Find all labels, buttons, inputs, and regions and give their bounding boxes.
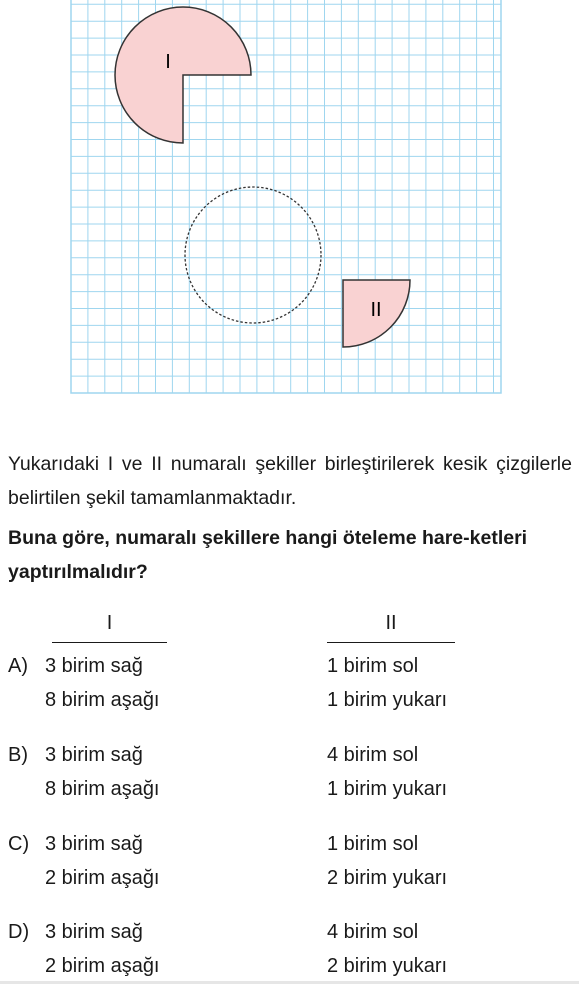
option-letter[interactable]: C): [8, 833, 30, 855]
option-i-line2: 8 birim aşağı: [45, 689, 160, 711]
question-text: Yukarıdaki I ve II numaralı şekiller birleştirilerek kesik çizgilerle belirtilen şekil tamamlanmaktadır.: [8, 453, 572, 509]
column-header-i-underline: [52, 642, 167, 643]
column-header-i-label: I: [106, 612, 113, 634]
option-ii-line1: 4 birim sol: [327, 921, 419, 943]
option-letter[interactable]: B): [8, 744, 28, 766]
column-header-ii-label: II: [385, 612, 397, 634]
option-i-line1: 3 birim sağ: [45, 833, 143, 855]
option-i-line1: 3 birim sağ: [45, 655, 143, 677]
option-letter[interactable]: D): [8, 921, 30, 943]
option-ii-line1: 4 birim sol: [327, 744, 419, 766]
option-i-line2: 8 birim aşağı: [45, 778, 160, 800]
option-ii-line2: 1 birim yukarı: [327, 778, 448, 800]
column-header-ii: [327, 612, 455, 635]
option-i-line1: 3 birim sağ: [45, 921, 143, 943]
option-ii-line1: 1 birim sol: [327, 655, 419, 677]
grid-figure: [0, 0, 579, 400]
shape-i-label: I: [165, 51, 171, 73]
option-ii-line2: 1 birim yukarı: [327, 689, 448, 711]
grid-svg: [0, 0, 579, 400]
column-header-i: [52, 612, 167, 635]
option-letter[interactable]: A): [8, 655, 28, 677]
option-i-line2: 2 birim aşağı: [45, 955, 160, 977]
option-ii-line1: 1 birim sol: [327, 833, 419, 855]
option-ii-line2: 2 birim yukarı: [327, 867, 448, 889]
column-header-ii-underline: [327, 642, 455, 643]
option-i-line2: 2 birim aşağı: [45, 867, 160, 889]
option-i-line1: 3 birim sağ: [45, 744, 143, 766]
shape-ii-label: II: [370, 299, 382, 321]
question-prompt: Buna göre, numaralı şekillere hangi öteleme hare-ketleri yaptırılmalıdır?: [8, 527, 528, 583]
option-ii-line2: 2 birim yukarı: [327, 955, 448, 977]
